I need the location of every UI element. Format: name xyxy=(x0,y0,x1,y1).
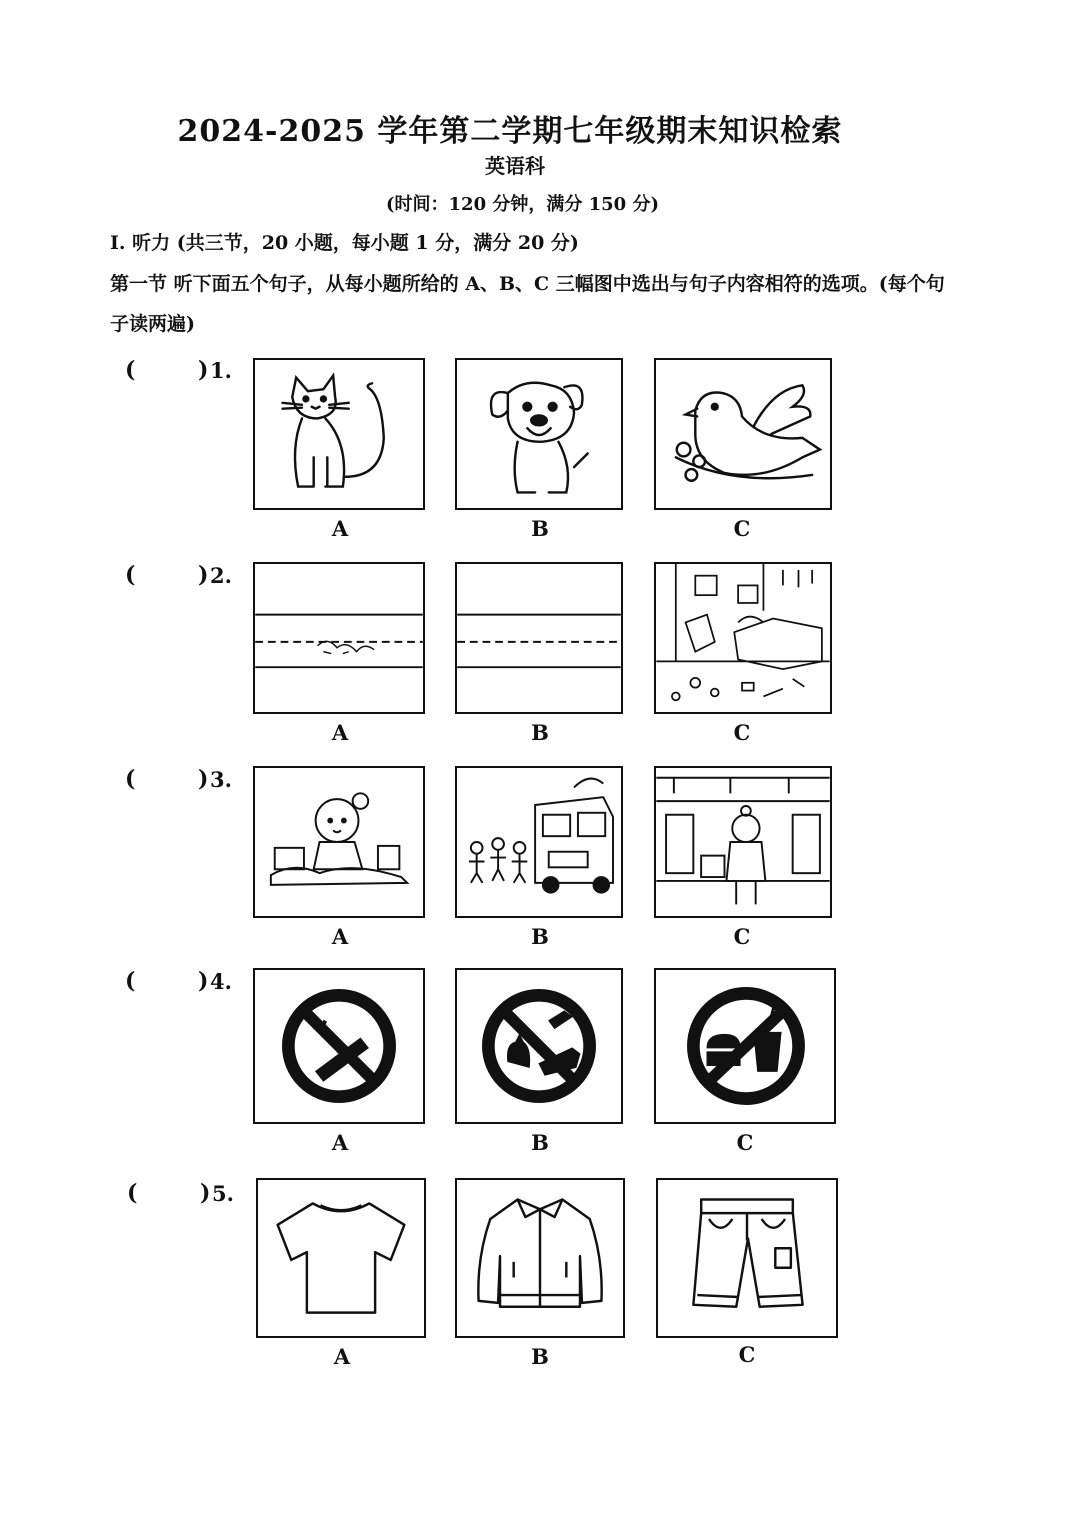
picture-subway-girl xyxy=(654,766,832,918)
picture-cat xyxy=(253,358,425,510)
answer-paren-open[interactable]: ( xyxy=(125,968,136,994)
answer-paren-open[interactable]: ( xyxy=(127,1180,138,1206)
option-label-a: A xyxy=(333,1344,351,1369)
answer-paren-close: ) xyxy=(198,357,209,383)
answer-paren-close: ) xyxy=(198,968,209,994)
exam-subject: 英语科 xyxy=(485,154,545,178)
picture-dog xyxy=(455,358,623,510)
answer-paren-close: ) xyxy=(200,1180,211,1206)
picture-jacket xyxy=(455,1178,625,1338)
exam-timing: (时间：120 分钟，满分 150 分) xyxy=(386,194,659,215)
picture-bird xyxy=(654,358,832,510)
picture-clean-lines xyxy=(455,562,623,714)
picture-no-smoking xyxy=(253,968,425,1124)
option-label-c: C xyxy=(736,1130,754,1155)
picture-messy-lines xyxy=(253,562,425,714)
picture-no-pets xyxy=(455,968,623,1124)
picture-girl-walking xyxy=(253,766,425,918)
answer-paren-close: ) xyxy=(198,562,209,588)
section-instruction: 第一节 听下面五个句子，从每小题所给的 A、B、C 三幅图中选出与句子内容相符的选项。(每个句子读两遍) xyxy=(110,273,945,335)
picture-shorts xyxy=(656,1178,838,1338)
question-number: 4. xyxy=(210,969,232,994)
question-number: 1. xyxy=(210,358,232,383)
option-label-c: C xyxy=(733,516,751,541)
option-label-b: B xyxy=(531,516,549,541)
picture-t-shirt xyxy=(256,1178,426,1338)
option-label-a: A xyxy=(331,924,349,949)
picture-school-bus xyxy=(455,766,623,918)
option-label-b: B xyxy=(531,1130,549,1155)
section-heading: I. 听力 (共三节，20 小题，每小题 1 分，满分 20 分) xyxy=(110,232,579,254)
option-label-c: C xyxy=(738,1342,756,1367)
option-label-b: B xyxy=(531,924,549,949)
question-number: 3. xyxy=(210,767,232,792)
picture-no-food-drink xyxy=(654,968,836,1124)
option-label-a: A xyxy=(331,1130,349,1155)
option-label-a: A xyxy=(331,720,349,745)
answer-paren-close: ) xyxy=(198,766,209,792)
option-label-b: B xyxy=(531,720,549,745)
question-number: 5. xyxy=(212,1181,234,1206)
option-label-c: C xyxy=(733,720,751,745)
answer-paren-open[interactable]: ( xyxy=(125,766,136,792)
answer-paren-open[interactable]: ( xyxy=(125,562,136,588)
option-label-c: C xyxy=(733,924,751,949)
exam-title: 2024-2025 学年第二学期七年级期末知识检索 xyxy=(177,114,843,149)
option-label-a: A xyxy=(331,516,349,541)
option-label-b: B xyxy=(531,1344,549,1369)
answer-paren-open[interactable]: ( xyxy=(125,357,136,383)
picture-messy-room xyxy=(654,562,832,714)
question-number: 2. xyxy=(210,563,232,588)
